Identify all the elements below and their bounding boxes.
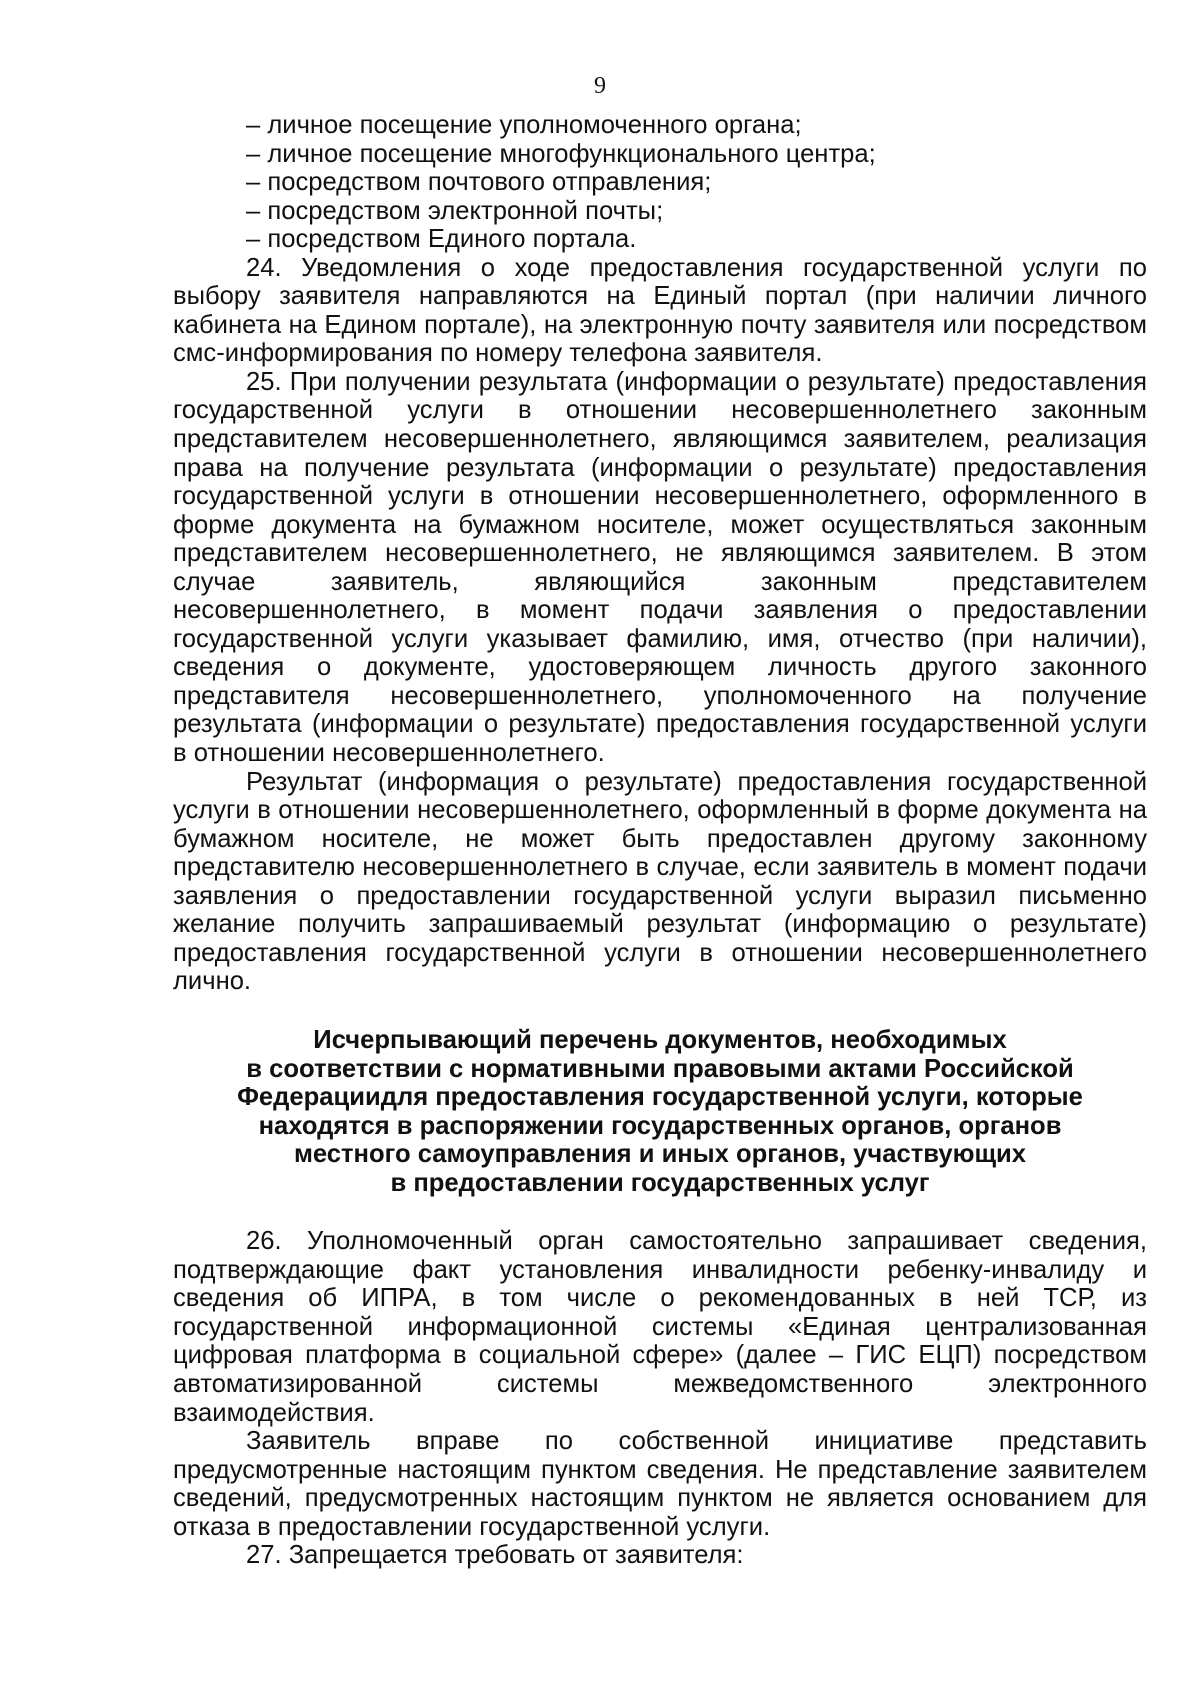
heading-line: в соответствии с нормативными правовыми актами Российской <box>246 1054 1074 1083</box>
paragraph-27: 27. Запрещается требовать от заявителя: <box>246 1541 744 1570</box>
paragraph-24: 24. Уведомления о ходе предоставления государственной услуги по выбору заявителя направляются на Единый портал (при наличии личного кабинета на Едином портале), на электронную почту заявителя или посредством смс-информирования по номеру телефона заявителя. <box>173 253 1147 368</box>
page-number: 9 <box>594 73 606 99</box>
heading-line: местного самоуправления и иных органов, участвующих <box>293 1140 1027 1169</box>
paragraph-26: 26. Уполномоченный орган самостоятельно запрашивает сведения, подтверждающие факт установления инвалидности ребенку-инвалиду и сведения об ИПРА, в том числе о рекомендованных в ней ТСР, из государственной информационной системы «Единая централизованная цифровая платформа в социальной сфере» (далее – ГИС ЕЦП) посредством автоматизированной системы межведомственного электронного взаимодействия. <box>173 1227 1147 1427</box>
section-heading <box>173 1026 1147 1197</box>
list-item: – посредством почтового отправления; <box>246 168 712 197</box>
list-item: – личное посещение уполномоченного органа; <box>246 111 802 139</box>
document-body <box>173 111 1147 1570</box>
heading-line: находятся в распоряжении государственных органов, органов <box>258 1111 1062 1140</box>
heading-line: Федерациидля предоставления государственной услуги, которые <box>237 1083 1083 1112</box>
list-item: – посредством электронной почты; <box>246 196 664 225</box>
paragraph-25-continuation: Результат (информация о результате) предоставления государственной услуги в отношении несовершеннолетнего, оформленный в форме документа на бумажном носителе, не может быть предоставлен другому законному представителю несовершеннолетнего в случае, если заявитель в момент подачи заявления о предоставлении государственной услуги выразил письменно желание получить запрашиваемый результат (информацию о результате) предоставления государственной услуги в отношении несовершеннолетнего лично. <box>173 767 1147 996</box>
paragraph-26-continuation: Заявитель вправе по собственной инициативе представить предусмотренные настоящим пунктом сведения. Не представление заявителем сведений, предусмотренных настоящим пунктом не является основанием для отказа в предоставлении государственной услуги. <box>173 1427 1147 1541</box>
heading-line: Исчерпывающий перечень документов, необходимых <box>313 1025 1007 1054</box>
list-item: – личное посещение многофункционального центра; <box>246 139 876 168</box>
submission-methods-list <box>173 111 1147 254</box>
list-item: – посредством Единого портала. <box>246 225 637 254</box>
paragraph-25: 25. При получении результата (информации о результате) предоставления государственной услуги в отношении несовершеннолетнего законным представителем несовершеннолетнего, являющимся заявителем, реализация права на получение результата (информации о результате) предоставления государственной услуги в отношении несовершеннолетнего, оформленного в форме документа на бумажном носителе, может осуществляться законным представителем несовершеннолетнего, не являющимся заявителем. В этом случае заявитель, являющийся законным представителем несовершеннолетнего, в момент подачи заявления о предоставлении государственной услуги указывает фамилию, имя, отчество (при наличии), сведения о документе, удостоверяющем личность другого законного представителя несовершеннолетнего, уполномоченного на получение результата (информации о результате) предоставления государственной услуги в отношении несовершеннолетнего. <box>173 367 1147 768</box>
heading-line: в предоставлении государственных услуг <box>390 1168 930 1197</box>
